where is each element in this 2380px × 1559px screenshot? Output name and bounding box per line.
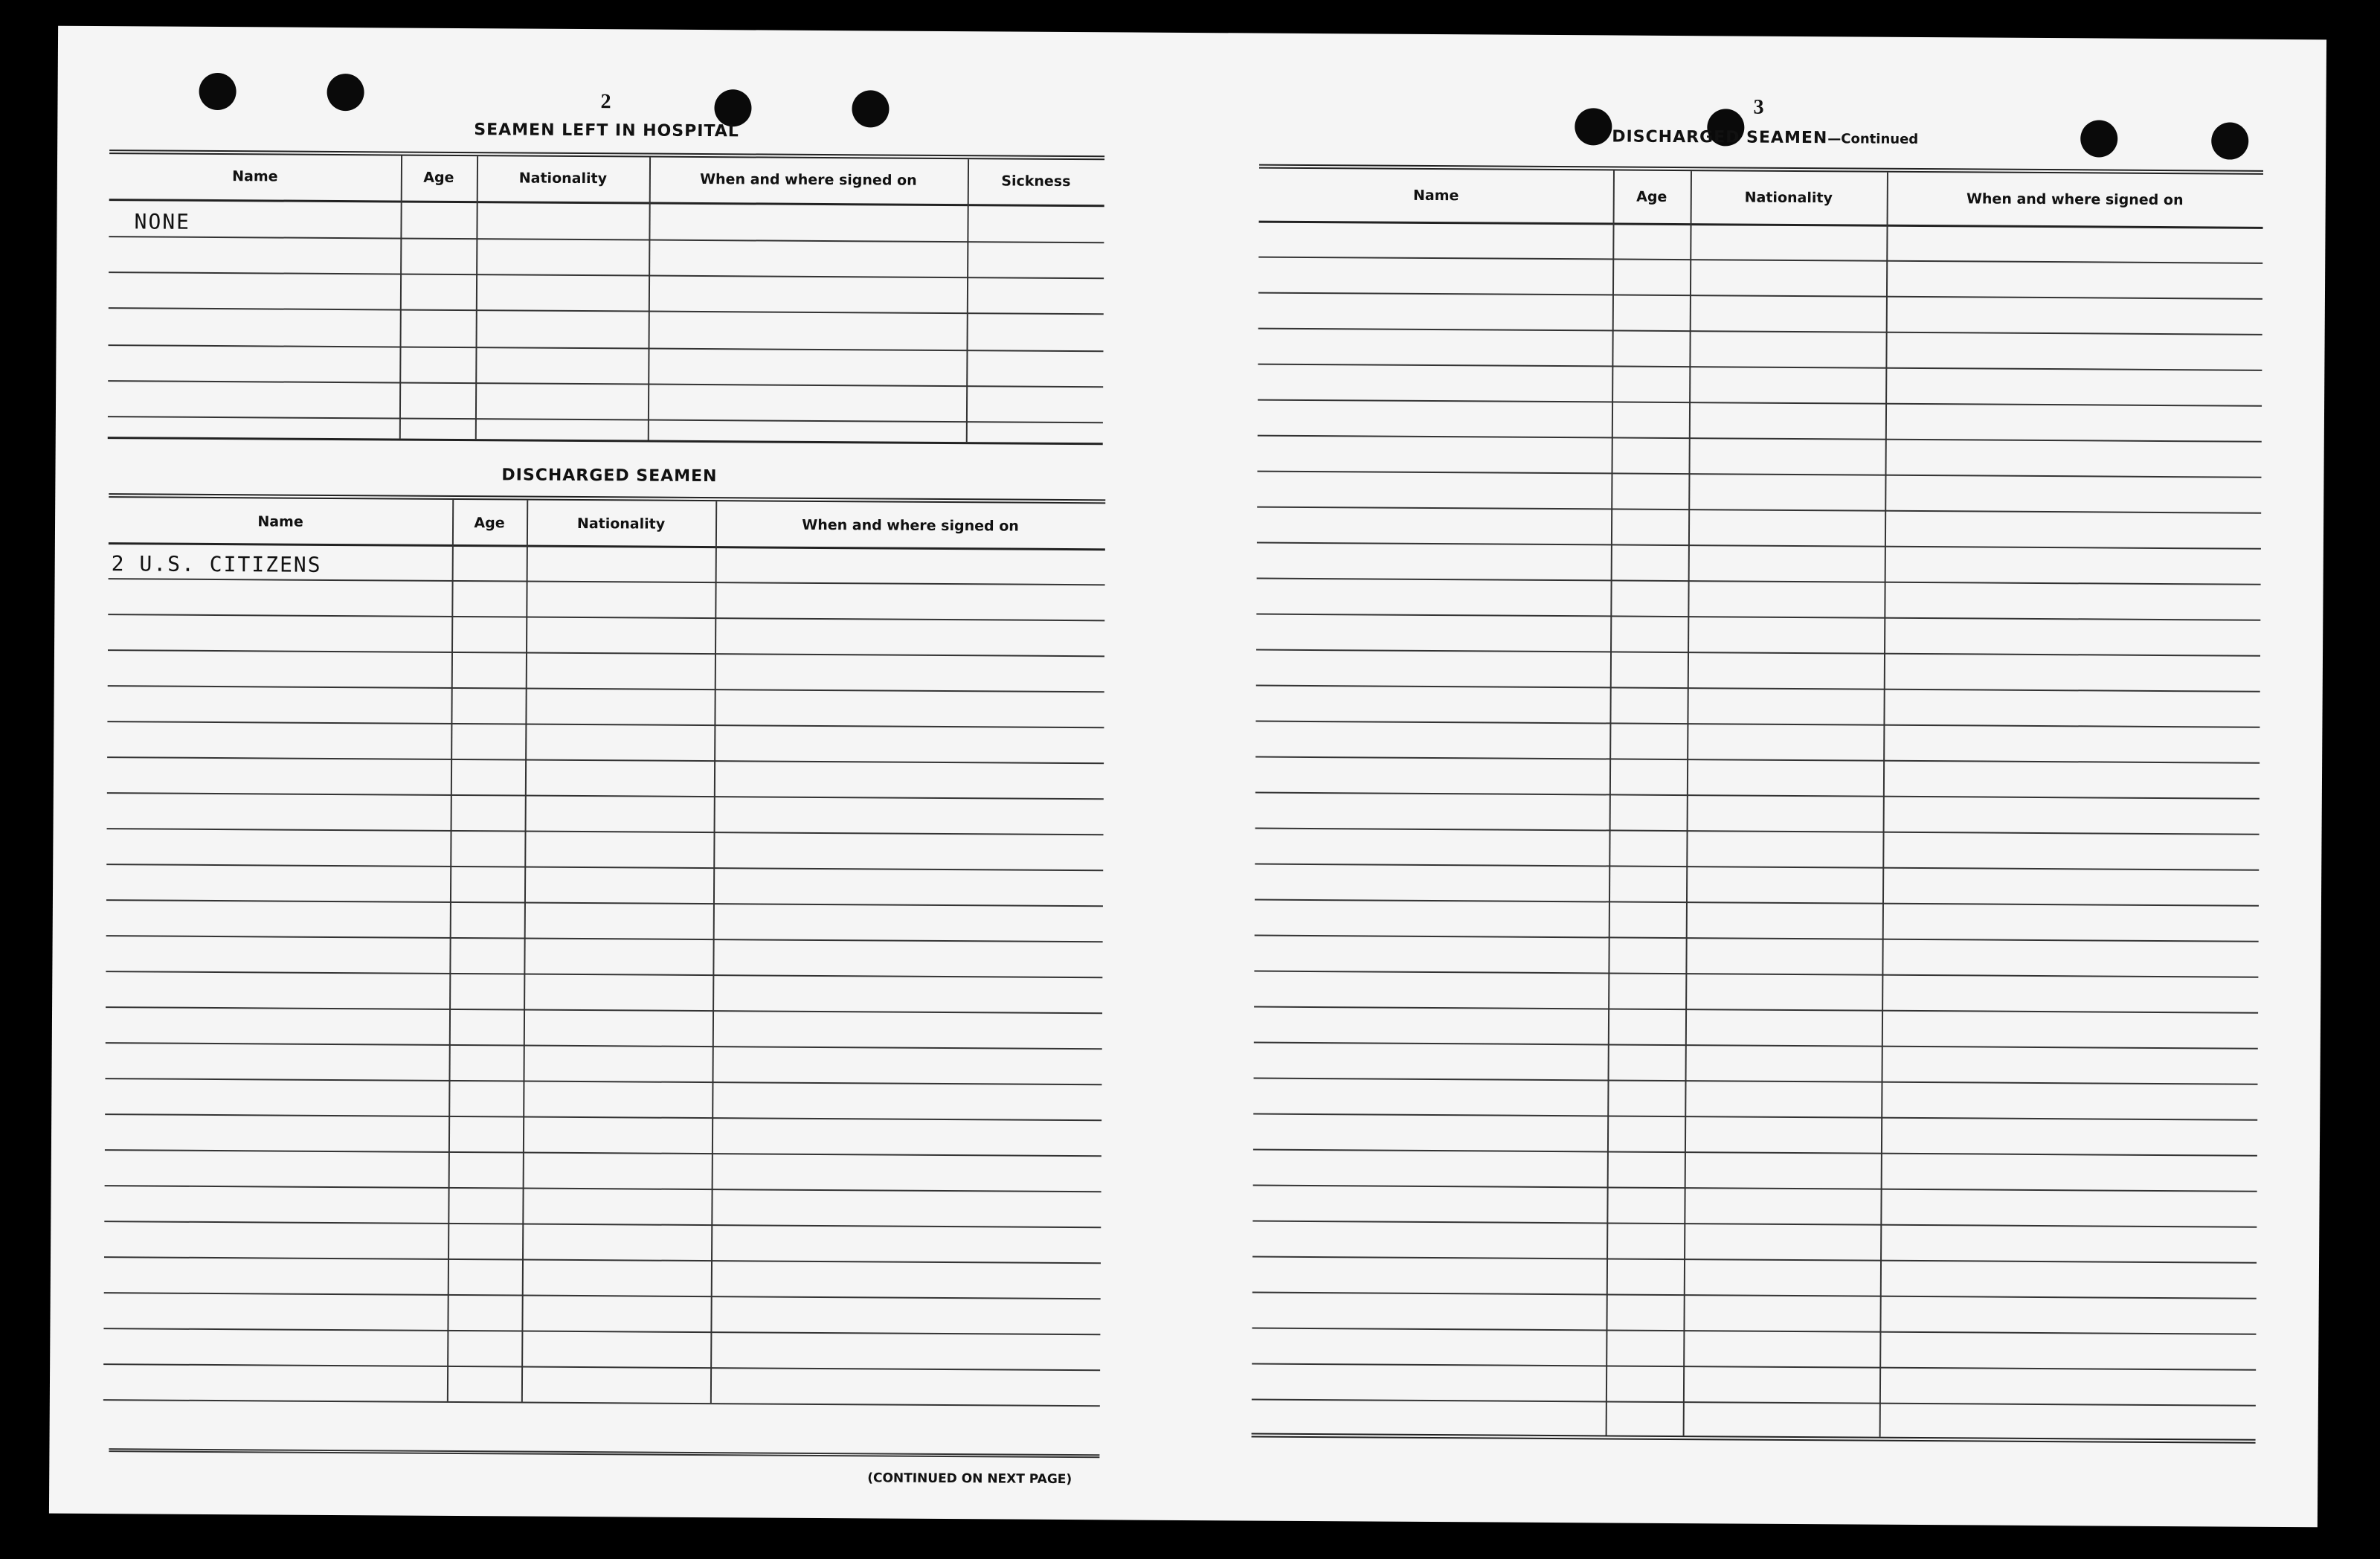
- document-sheet: [49, 26, 2326, 1528]
- right-page-number: 3: [1753, 95, 1764, 119]
- discharged-section-title: DISCHARGED SEAMEN: [501, 466, 718, 486]
- hospital-header-sickness: Sickness: [1001, 173, 1071, 190]
- hospital-header-age: Age: [423, 169, 454, 186]
- hospital-table: [108, 150, 1104, 450]
- right-section-title: [1612, 127, 1918, 148]
- punch-hole: [714, 89, 751, 126]
- hospital-entry: NONE: [134, 209, 191, 234]
- hospital-section-title: SEAMEN LEFT IN HOSPITAL: [474, 120, 739, 141]
- punch-hole: [852, 90, 889, 127]
- discharged-header-signed-on: When and where signed on: [802, 516, 1019, 535]
- discharged-entry: 2 U.S. CITIZENS: [111, 551, 322, 577]
- punch-hole: [2080, 120, 2117, 157]
- discharged-header-age: Age: [474, 515, 505, 532]
- right-header-name: Name: [1412, 187, 1459, 205]
- right-title-text: DISCHARGED SEAMEN: [1612, 127, 1828, 148]
- right-header-age: Age: [1636, 188, 1667, 205]
- punch-hole: [327, 74, 364, 111]
- right-header-nationality: Nationality: [1744, 189, 1833, 207]
- punch-hole: [2211, 122, 2248, 159]
- discharged-continued-table: [1251, 164, 2263, 1462]
- hospital-header-name: Name: [232, 168, 278, 185]
- punch-hole: [1575, 108, 1612, 145]
- right-header-signed-on: When and where signed on: [1966, 190, 2184, 209]
- continued-footer: (CONTINUED ON NEXT PAGE): [867, 1470, 1072, 1488]
- hospital-header-nationality: Nationality: [518, 170, 608, 187]
- left-page-number: 2: [600, 90, 611, 114]
- hospital-header-signed-on: When and where signed on: [700, 170, 917, 189]
- left-page-bottom-rule: [109, 1448, 1099, 1458]
- punch-hole: [199, 73, 236, 110]
- discharged-table: [103, 493, 1106, 1448]
- discharged-header-name: Name: [257, 513, 303, 530]
- discharged-header-nationality: Nationality: [576, 515, 666, 533]
- right-title-suffix: —Continued: [1827, 131, 1919, 147]
